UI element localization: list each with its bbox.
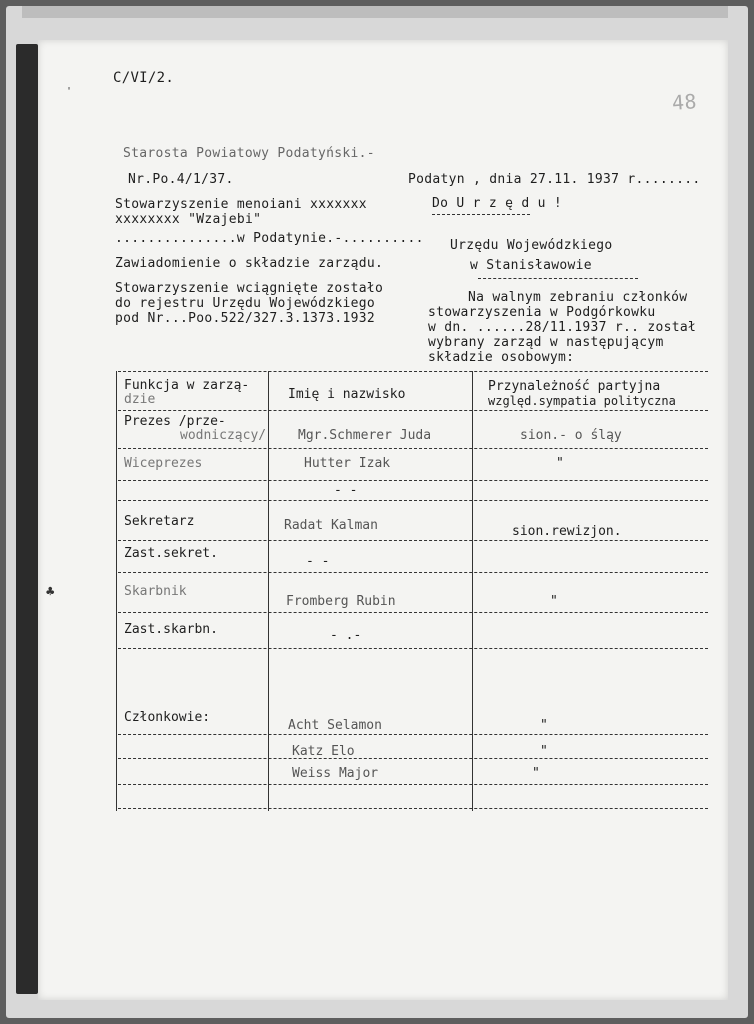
- table-row-name: Katz Elo: [292, 744, 355, 759]
- body-line-2: stowarzyszenia w Podgórkowku: [428, 305, 656, 320]
- table-row-party: sion.rewizjon.: [512, 524, 622, 539]
- row-rule: [118, 480, 708, 481]
- ink-mark: ': [66, 86, 73, 97]
- table-top-rule: [118, 371, 708, 372]
- addressee-underline: [478, 278, 638, 279]
- table-row-party: sion.- o śląy: [520, 428, 622, 443]
- row-rule: [118, 540, 708, 541]
- body-line-3: w dn. ......28/11.1937 r.. został: [428, 320, 697, 335]
- table-bottom-rule: [118, 808, 708, 809]
- registry-line-3: pod Nr...Poo.522/327.3.1373.1932: [115, 311, 376, 326]
- row-rule: [118, 448, 708, 449]
- table-row-name: Mgr.Schmerer Juda: [298, 428, 432, 443]
- header-party-1: Przynależność partyjna: [488, 379, 661, 394]
- table-row-function: Zast.skarbn.: [124, 622, 218, 637]
- table-row-name: Acht Selamon: [288, 718, 382, 733]
- row-rule: [118, 648, 708, 649]
- table-row-party: ": [540, 744, 548, 759]
- salutation: Do U r z ę d u !: [432, 196, 563, 211]
- table-col-divider-1: [268, 371, 269, 811]
- subject-line: Zawiadomienie o składzie zarządu.: [115, 256, 384, 271]
- row-rule: [118, 612, 708, 613]
- binder-spine: [16, 44, 38, 994]
- file-number: Nr.Po.4/1/37.: [128, 172, 234, 187]
- row-rule: [118, 734, 708, 735]
- header-party-2: względ.sympatia polityczna: [488, 394, 676, 408]
- table-row-party: ": [540, 718, 548, 733]
- association-location: ...............w Podatynie.-..........: [115, 231, 424, 246]
- header-rule: [118, 410, 708, 411]
- addressee-line-2: w Stanisławowie: [470, 258, 592, 273]
- table-row-party: ": [532, 766, 540, 781]
- table-row-party: ": [556, 456, 564, 471]
- header-name: Imię i nazwisko: [288, 387, 406, 402]
- registry-line-2: do rejestru Urzędu Wojewódzkiego: [115, 296, 376, 311]
- row-rule: [118, 758, 708, 759]
- row-rule: [118, 784, 708, 785]
- header-function-2: dzie: [124, 392, 156, 407]
- table-row-function: Zast.sekret.: [124, 546, 218, 561]
- table-row-function: Prezes /prze-: [124, 414, 226, 429]
- binder-top-edge: [22, 6, 728, 18]
- table-row-function: Członkowie:: [124, 710, 211, 725]
- table-row-name: - -: [334, 483, 358, 498]
- row-rule: [118, 572, 708, 573]
- table-row-function: Skarbnik: [124, 584, 187, 599]
- ink-mark: ♣: [46, 584, 55, 600]
- page-number-handwritten: 48: [671, 89, 698, 115]
- association-name-line-2: xxxxxxxx "Wzajebi": [115, 212, 262, 227]
- registry-line-1: Stowarzyszenie wciągnięte zostało: [115, 281, 384, 296]
- table-col-divider-2: [472, 371, 473, 811]
- table-row-name: Weiss Major: [292, 766, 379, 781]
- table-row-name: Hutter Izak: [304, 456, 391, 471]
- table-row-party: ": [550, 594, 558, 609]
- body-line-1: Na walnym zebraniu członków: [468, 290, 688, 305]
- addressee-line-1: Urzędu Wojewódzkiego: [450, 238, 613, 253]
- authority-line: Starosta Powiatowy Podatyński.-: [123, 146, 375, 161]
- table-row-function: wodniczący/: [180, 428, 267, 443]
- association-name-line-1: Stowarzyszenie menoiani xxxxxxx: [115, 197, 367, 212]
- place-and-date: Podatyn , dnia 27.11. 1937 r........: [408, 172, 701, 187]
- table-row-name: - -: [306, 554, 330, 569]
- table-left-border: [116, 371, 117, 811]
- document-reference: C/VI/2.: [113, 70, 175, 86]
- table-row-function: Wiceprezes: [124, 456, 203, 471]
- salutation-underline: [432, 214, 530, 215]
- table-row-name: Radat Kalman: [284, 518, 378, 533]
- row-rule: [118, 500, 708, 501]
- body-line-4: wybrany zarząd w następującym: [428, 335, 664, 350]
- table-row-name: - .-: [330, 628, 362, 643]
- header-function-1: Funkcja w zarzą-: [124, 378, 250, 393]
- body-line-5: składzie osobowym:: [428, 350, 575, 365]
- table-row-name: Fromberg Rubin: [286, 594, 396, 609]
- table-row-function: Sekretarz: [124, 514, 195, 529]
